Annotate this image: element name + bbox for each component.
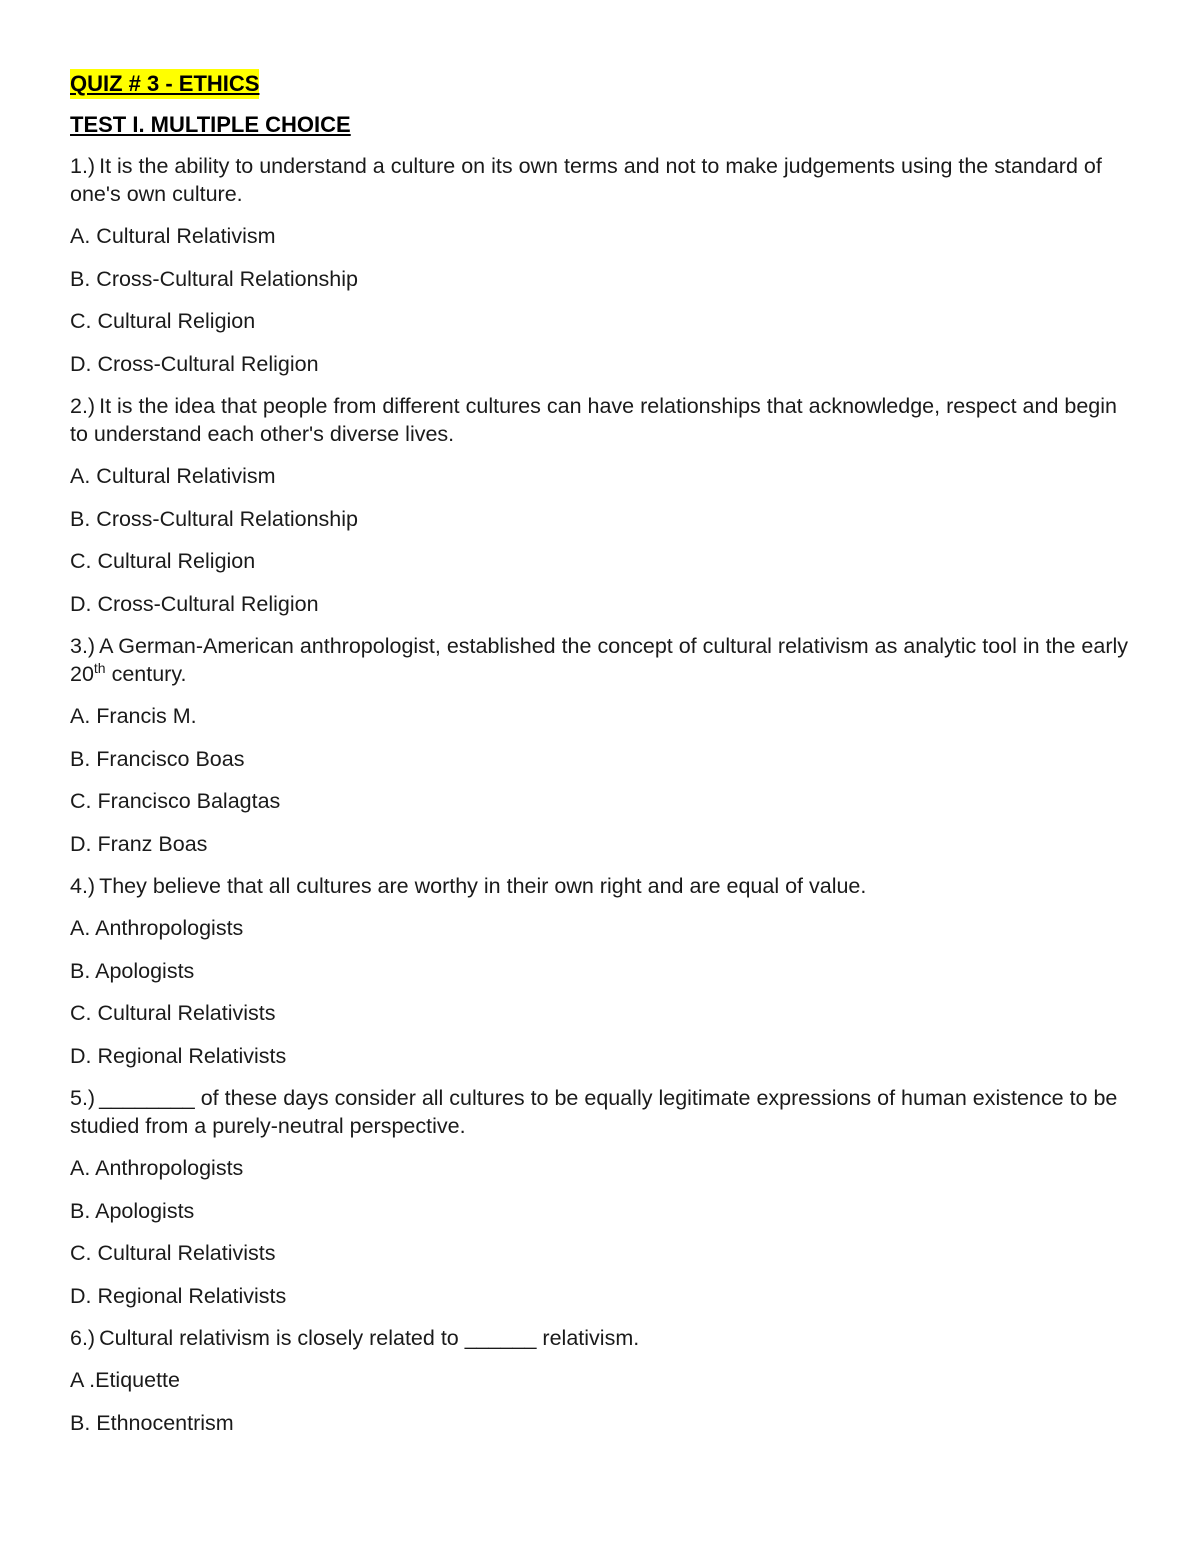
question-number: 4.) — [70, 874, 96, 898]
choice-d: D. Cross-Cultural Religion — [70, 351, 319, 376]
choice-d: D. Cross-Cultural Religion — [70, 591, 319, 616]
choice-b: B. Apologists — [70, 958, 195, 983]
question-4 — [70, 872, 1130, 900]
question-number: 3.) — [70, 634, 96, 658]
question-text: ________ of these days consider all cultures to be equally legitimate expressions of human existence to be studied from a purely-neutral perspective. — [70, 1086, 1118, 1138]
question-2 — [70, 392, 1130, 448]
choice-d: D. Regional Relativists — [70, 1283, 287, 1308]
choice-c: C. Cultural Religion — [70, 549, 256, 573]
question-5 — [70, 1084, 1130, 1140]
choice-c: C. Cultural Religion — [70, 309, 256, 333]
question-text: A German-American anthropologist, established the concept of cultural relativism as analytic tool in the early 20 — [70, 634, 1129, 686]
question-number: 6.) — [70, 1326, 96, 1350]
question-6 — [70, 1324, 1130, 1352]
choice-c: C. Cultural Relativists — [70, 1001, 276, 1025]
choice-a: A. Anthropologists — [70, 1156, 244, 1180]
question-text: It is the idea that people from different cultures can have relationships that acknowledge, respect and begin to understand each other's diverse lives. — [70, 394, 1117, 446]
question-3 — [70, 632, 1130, 688]
choice-a: A. Francis M. — [70, 704, 197, 728]
choice-a: A. Cultural Relativism — [70, 224, 276, 248]
quiz-document — [70, 69, 1130, 1451]
choice-d: D. Regional Relativists — [70, 1043, 287, 1068]
question-text-end: century. — [105, 662, 187, 686]
question-number: 5.) — [70, 1086, 96, 1110]
section-heading: TEST I. MULTIPLE CHOICE — [70, 112, 351, 137]
question-text: It is the ability to understand a culture on its own terms and not to make judgements using the standard of one's own culture. — [70, 154, 1102, 206]
choice-c: C. Francisco Balagtas — [70, 789, 281, 813]
question-number: 1.) — [70, 154, 96, 178]
quiz-title: QUIZ # 3 - ETHICS — [70, 69, 259, 99]
question-text: They believe that all cultures are worthy in their own right and are equal of value. — [99, 874, 867, 898]
choice-a: A. Cultural Relativism — [70, 464, 276, 488]
choice-a: A. Anthropologists — [70, 916, 244, 940]
choice-b: B. Cross-Cultural Relationship — [70, 506, 358, 531]
superscript-th: th — [93, 659, 106, 676]
choice-b: B. Ethnocentrism — [70, 1410, 234, 1435]
question-text: Cultural relativism is closely related to ______ relativism. — [99, 1326, 640, 1350]
choice-b: B. Francisco Boas — [70, 746, 245, 771]
choice-b: B. Apologists — [70, 1198, 195, 1223]
choice-d: D. Franz Boas — [70, 831, 208, 856]
question-1 — [70, 152, 1130, 208]
choice-a: A .Etiquette — [70, 1368, 180, 1392]
choice-b: B. Cross-Cultural Relationship — [70, 266, 358, 291]
choice-c: C. Cultural Relativists — [70, 1241, 276, 1265]
question-number: 2.) — [70, 394, 96, 418]
